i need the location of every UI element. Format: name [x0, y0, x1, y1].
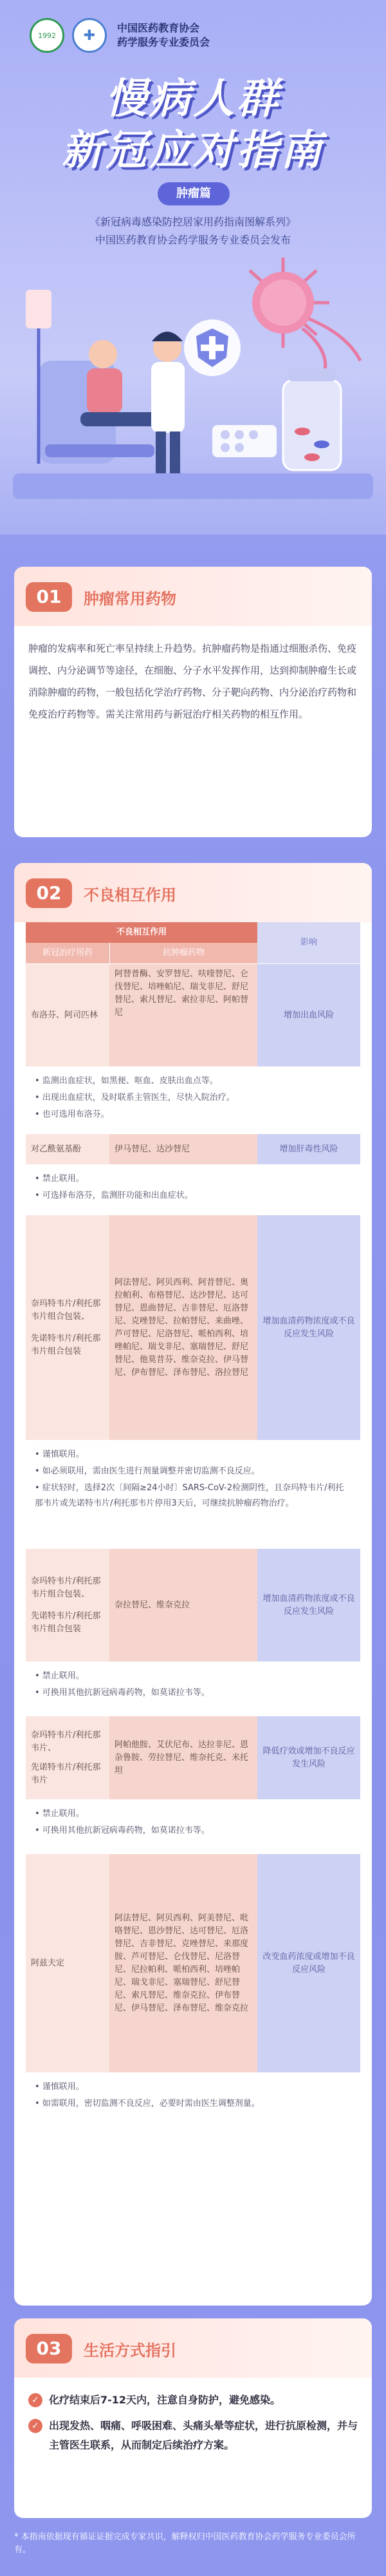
covid-drug-line: 奈玛特韦片/利托那韦片组合包装、: [31, 1576, 101, 1599]
header-banner: [0, 0, 386, 535]
org-line1: 中国医药教育协会: [117, 22, 200, 34]
table-note: [26, 1067, 360, 1134]
note-line: • 可换用其他抗新冠病毒药物，如莫诺拉韦等。: [35, 1826, 210, 1835]
logo-year: 1992: [38, 31, 56, 40]
covid-drug-cell: 布洛芬、阿司匹林: [26, 964, 109, 1066]
table-note: [26, 1441, 360, 1549]
tumor-drug-cell: 阿帕他胺、艾伏尼布、达拉非尼、恩杂鲁胺、劳拉替尼、维奈托克、米托坦: [109, 1716, 257, 1799]
covid-drug-cell: [26, 1549, 109, 1662]
subtitle-publisher: 中国医药教育协会药学服务专业委员会发布: [95, 234, 291, 246]
header-illustration: [0, 251, 386, 535]
note-line: • 也可选用布洛芬。: [35, 1110, 109, 1119]
header-covid-drug: 新冠治疗用药: [26, 943, 109, 963]
title-line2: 新冠应对指南: [62, 127, 324, 175]
effect-cell: 改变血药浓度或增加不良反应风险: [257, 1854, 360, 2072]
effect-cell: 增加血清药物浓度或不良反应发生风险: [257, 1549, 360, 1662]
title-line1: 慢病人群: [106, 75, 280, 123]
pill-blister-icon: [212, 425, 277, 457]
note-line: • 谨慎联用。: [35, 2082, 84, 2092]
effect-cell: 增加血清药物浓度或不良反应发生风险: [257, 1215, 360, 1440]
section-lifestyle: [14, 2318, 372, 2518]
table-note: [26, 1165, 360, 1215]
note-line: • 出现出血症状，及时联系主管医生，尽快入院治疗。: [35, 1093, 235, 1103]
virus-icon: [250, 258, 360, 380]
committee-logo-icon: ✚: [72, 18, 107, 53]
covid-drug-line: 奈玛特韦片/利托那韦片组合包装、: [31, 1298, 101, 1321]
category-pill: 肿瘤篇: [158, 182, 230, 205]
lifestyle-item-text: 化疗结束后7-12天内，注意自身防护，避免感染。: [49, 2394, 281, 2406]
org-line2: 药学服务专业委员会: [117, 36, 210, 48]
note-line: • 可换用其他抗新冠病毒药物，如莫诺拉韦等。: [35, 1688, 210, 1698]
covid-drug-cell: 对乙酰氨基酚: [26, 1134, 109, 1164]
lifestyle-item: [28, 2391, 358, 2410]
table-row: [26, 964, 360, 1067]
lifestyle-item-text: 出现发热、咽痛、呼吸困难、头痛头晕等症状，进行抗原检测，并与主管医生联系，从而制定后续治疗方案。: [49, 2420, 358, 2451]
note-line: • 谨慎联用。: [35, 1450, 84, 1459]
check-icon: ✓: [28, 2419, 42, 2433]
table-row: [26, 1549, 360, 1662]
table-note: [26, 2073, 360, 2127]
org-name: [117, 21, 210, 50]
note-line: • 监测出血症状，如黑便、呕血、皮肤出血点等。: [35, 1076, 218, 1086]
effect-cell: 增加出血风险: [257, 964, 360, 1066]
table-row: [26, 1716, 360, 1800]
medicine-jar-icon: [283, 368, 341, 470]
effect-cell: 增加肝毒性风险: [257, 1134, 360, 1164]
header-effect: 影响: [257, 922, 360, 963]
table-header-row: [26, 922, 360, 964]
effect-cell: 降低疗效或增加不良反应发生风险: [257, 1716, 360, 1799]
section-number: 01: [26, 582, 72, 612]
footer-note: * 本指南依据现有循证证据完成专家共识，解释权归中国医药教育协会药学服务专业委员会所有。: [14, 2532, 356, 2555]
section-header: [14, 567, 372, 626]
covid-drug-line: 先诺特韦片/利托那韦片组合包装: [31, 1333, 101, 1356]
covid-drug-cell: [26, 1716, 109, 1799]
note-line: • 如需联用，密切监测不良反应，必要时需由医生调整剂量。: [35, 2099, 260, 2108]
section-title: 肿瘤常用药物: [84, 590, 176, 608]
section-number: 03: [26, 2334, 72, 2363]
section-title: 不良相互作用: [84, 886, 176, 904]
interaction-table: [26, 922, 360, 2127]
table-row: [26, 1215, 360, 1441]
table-note: [26, 1800, 360, 1854]
subtitle-series: 《新冠病毒感染防控居家用药指南图解系列》: [89, 216, 296, 228]
section-header: [14, 2318, 372, 2378]
section-common-drugs: [14, 567, 372, 837]
tumor-drug-cell: 阿法替尼、阿贝西利、阿美替尼、吡咯替尼、恩沙替尼、达可替尼、厄洛替尼、吉非替尼、克唑替尼、来那度胺、芦可替尼、仑伐替尼、尼洛替尼、尼拉帕利、哌柏西利、培唑帕尼、瑞戈非尼、塞瑞替尼、舒尼替尼、索凡替尼、维奈克拉、伊布替尼、伊马替尼、泽布替尼、维奈克拉: [109, 1854, 257, 2072]
section-title: 生活方式指引: [84, 2342, 176, 2360]
note-line: • 如必须联用，需由医生进行剂量调整并密切监测不良反应。: [35, 1466, 260, 1476]
lifestyle-list: [14, 2378, 372, 2455]
covid-drug-cell: 阿兹夫定: [26, 1854, 109, 2072]
note-line: • 禁止联用。: [35, 1671, 84, 1681]
table-row: [26, 1854, 360, 2073]
shield-icon: [184, 319, 241, 376]
note-line: • 禁止联用。: [35, 1809, 84, 1819]
section-interactions: [14, 863, 372, 2306]
tumor-drug-cell: 阿替普酶、安罗替尼、呋喹替尼、仑伐替尼、培唑帕尼、瑞戈非尼、舒尼替尼、索凡替尼、索拉非尼、阿帕替尼: [109, 964, 257, 1066]
doctor-icon: [151, 332, 185, 477]
section-header: [14, 863, 372, 922]
header-adverse: 不良相互作用: [26, 922, 257, 943]
tumor-drug-cell: 奈拉替尼、维奈克拉: [109, 1549, 257, 1662]
covid-drug-cell: [26, 1215, 109, 1440]
tumor-drug-cell: 伊马替尼、达沙替尼: [109, 1134, 257, 1164]
section-body: 肿瘤的发病率和死亡率呈持续上升趋势。抗肿瘤药物是指通过细胞杀伤、免疫调控、内分泌调节等途径，在细胞、分子水平发挥作用，达到抑制肿瘤生长或消除肿瘤的药物，一般包括化学治疗药物、分子靶向药物、内分泌治疗药物和免疫治疗药物等。需关注常用药与新冠治疗相关药物的相互作用。: [28, 643, 357, 720]
covid-drug-line: 奈玛特韦片/利托那韦片、: [31, 1730, 101, 1753]
covid-drug-line: 先诺特韦片/利托那韦片: [31, 1762, 101, 1785]
lifestyle-item: [28, 2416, 358, 2455]
note-line: • 可选择布洛芬，监测肝功能和出血症状。: [35, 1191, 193, 1200]
ground-platform: [13, 473, 373, 499]
header-tumor-drug: 抗肿瘤药物: [109, 943, 257, 963]
logos: [30, 18, 210, 53]
table-note: [26, 1662, 360, 1716]
note-line: • 症状轻时，选择2次〔间隔≥24小时〕SARS-CoV-2检测阴性，且奈玛特韦片/利托那韦片或先诺特韦片/利托那韦片停用3天后，可继续抗肿瘤药物治疗。: [35, 1483, 344, 1508]
note-line: • 禁止联用。: [35, 1174, 84, 1184]
association-logo-icon: [30, 18, 64, 53]
check-icon: ✓: [28, 2393, 42, 2407]
patient-chair-icon: [39, 340, 158, 464]
table-row: [26, 1134, 360, 1165]
covid-drug-line: 先诺特韦片/利托那韦片组合包装: [31, 1611, 101, 1634]
section-number: 02: [26, 878, 72, 908]
tumor-drug-cell: 阿法替尼、阿贝西利、阿昔替尼、奥拉帕利、布格替尼、达沙替尼、达可替尼、恩曲替尼、吉非替尼、厄洛替尼、克唑替尼、拉帕替尼、来曲唑、芦可替尼、尼洛替尼、哌柏西利、培唑帕尼、瑞戈非尼、塞瑞替尼、舒尼替尼、他莫昔芬、维奈克拉、伊马替尼、伊布替尼、泽布替尼、洛拉替尼: [109, 1215, 257, 1440]
